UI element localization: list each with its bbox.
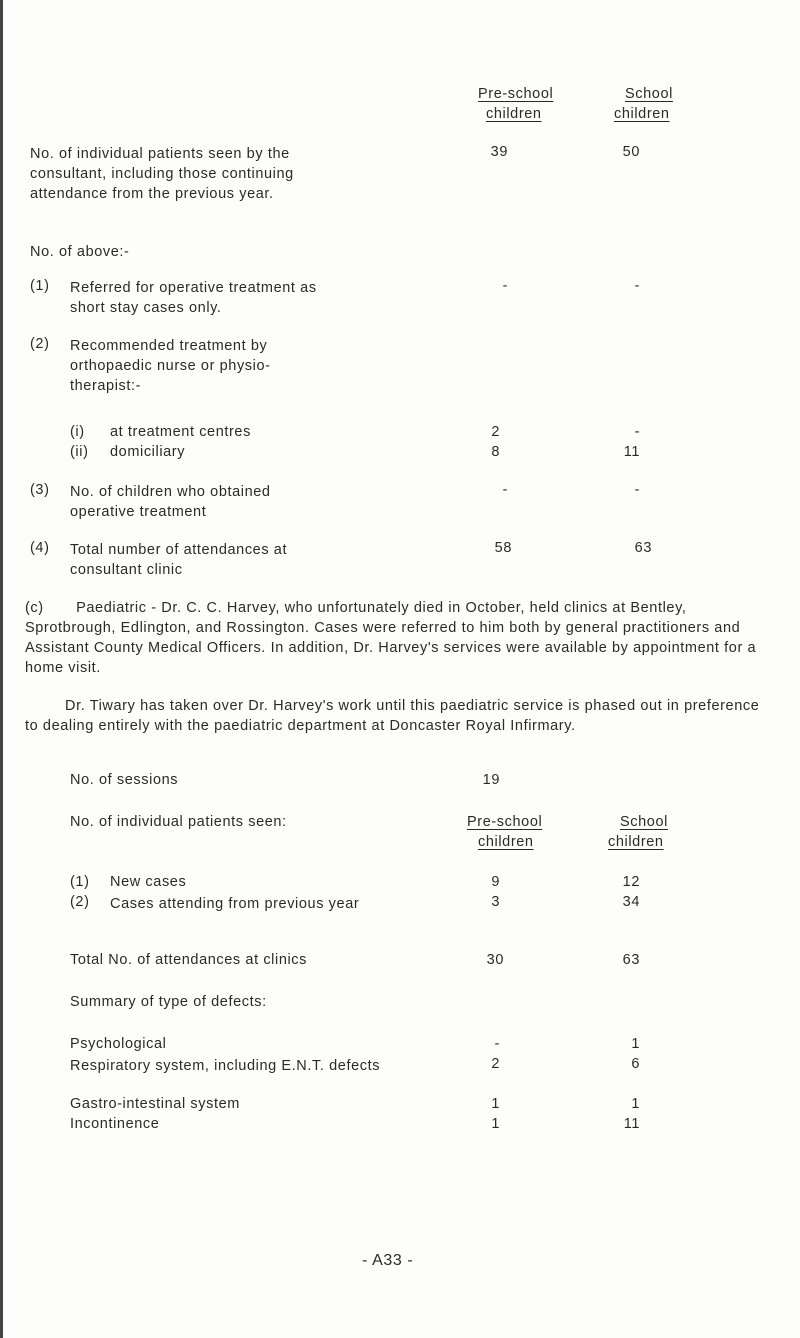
item4-label: Total number of attendances at consultant clinic — [70, 542, 288, 578]
item4-number: (4) — [30, 540, 50, 556]
summary-row-respiratory-label: Respiratory system, including E.N.T. defects — [70, 1058, 381, 1074]
individual-patients-school: 50 — [622, 144, 640, 160]
individual-patients-pre-school: 39 — [490, 144, 508, 160]
item2ii-school: 11 — [623, 444, 640, 460]
item2-number: (2) — [30, 336, 50, 352]
sessions-label: No. of sessions — [70, 772, 179, 788]
table2-header-pre-school: Pre-school — [467, 814, 543, 830]
table2-total-school: 63 — [622, 952, 640, 968]
item3-school: - — [634, 482, 640, 498]
table2-total-label: Total No. of attendances at clinics — [70, 952, 308, 968]
summary-row-gastro-school: 1 — [631, 1096, 640, 1112]
summary-row-incontinence-label: Incontinence — [70, 1116, 160, 1132]
item1-pre-school: - — [502, 278, 508, 294]
table2-row1-label: New cases — [110, 874, 187, 890]
sessions-value: 19 — [482, 772, 500, 788]
item1-school: - — [634, 278, 640, 294]
summary-row-psychological-pre-school: - — [494, 1036, 500, 1052]
header-school: School — [625, 86, 673, 102]
table2-row2-label: Cases attending from previous year — [110, 896, 360, 912]
summary-row-respiratory-pre-school: 2 — [491, 1056, 500, 1072]
summary-row-psychological-school: 1 — [631, 1036, 640, 1052]
header-pre-school-children: children — [486, 106, 542, 122]
table2-header-school: School — [620, 814, 668, 830]
item3-pre-school: - — [502, 482, 508, 498]
item3-label: No. of children who obtained operative treatment — [70, 484, 271, 520]
header-school-children: children — [614, 106, 670, 122]
table2-row2-school: 34 — [622, 894, 640, 910]
summary-row-respiratory-school: 6 — [631, 1056, 640, 1072]
summary-row-gastro-pre-school: 1 — [491, 1096, 500, 1112]
table2-header-school-children: children — [608, 834, 664, 850]
table2-row1-pre-school: 9 — [491, 874, 500, 890]
table2-row2-number: (2) — [70, 894, 90, 910]
page-number: - A33 - — [362, 1252, 414, 1269]
individual-patients-label: No. of individual patients seen by the consultant, including those continuing attendance from the previous year. — [30, 146, 294, 202]
item3-number: (3) — [30, 482, 50, 498]
item2i-school: - — [634, 424, 640, 440]
paragraph-tiwary: Dr. Tiwary has taken over Dr. Harvey's work until this paediatric service is phased out in preference to dealing entirely with the paediatric department at Doncaster Royal Infirmary. — [25, 698, 760, 734]
item2ii-number: (ii) — [70, 444, 89, 460]
item2i-number: (i) — [70, 424, 85, 440]
item4-school: 63 — [634, 540, 652, 556]
page-binding-edge — [0, 0, 3, 1338]
item2ii-pre-school: 8 — [491, 444, 500, 460]
paragraph-paediatric: (c) Paediatric - Dr. C. C. Harvey, who unfortunately died in October, held clinics at Bentley, Sprotbrough, Edlington, and Rossington. Cases were referred to him both by general practitioners and Assistant County Medical Officers. In addition, Dr. Harvey's services were available by appointment for a home visit. — [25, 600, 761, 676]
summary-title: Summary of type of defects: — [70, 994, 267, 1010]
table2-label: No. of individual patients seen: — [70, 814, 287, 830]
item4-pre-school: 58 — [494, 540, 512, 556]
summary-row-psychological-label: Psychological — [70, 1036, 167, 1052]
table2-row1-number: (1) — [70, 874, 90, 890]
item2-label: Recommended treatment by orthopaedic nurse or physio-therapist:- — [70, 338, 271, 394]
of-above-label: No. of above:- — [30, 244, 130, 260]
summary-row-gastro-label: Gastro-intestinal system — [70, 1096, 240, 1112]
table2-header-pre-school-children: children — [478, 834, 534, 850]
item1-label: Referred for operative treatment as short stay cases only. — [70, 280, 317, 316]
summary-row-incontinence-pre-school: 1 — [491, 1116, 500, 1132]
item1-number: (1) — [30, 278, 50, 294]
item2ii-label: domiciliary — [110, 444, 186, 460]
table2-total-pre-school: 30 — [486, 952, 504, 968]
table2-row2-pre-school: 3 — [491, 894, 500, 910]
item2i-pre-school: 2 — [491, 424, 500, 440]
table2-row1-school: 12 — [622, 874, 640, 890]
header-pre-school: Pre-school — [478, 86, 554, 102]
summary-row-incontinence-school: 11 — [623, 1116, 640, 1132]
item2i-label: at treatment centres — [110, 424, 251, 440]
